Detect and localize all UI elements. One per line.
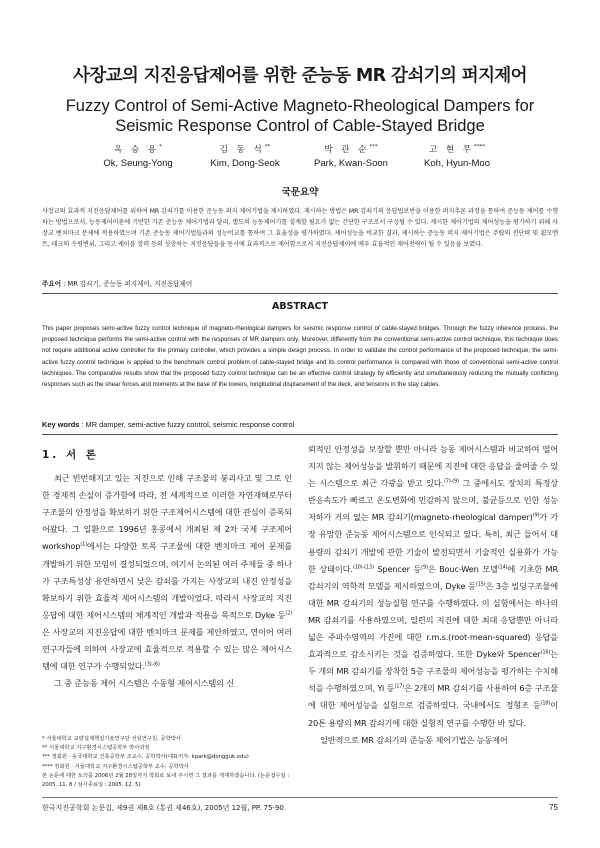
citation: (7)-(9)	[444, 478, 459, 485]
abstract-english: This paper proposes semi-active fuzzy control technique of magneto-rheological dampers for seismic response control of cable-stayed bridges. Through the fuzzy inference process, the proposed technique performs the semi-active control with the responses of MR dampers only. Moreover, differently from the conventional semi-active control technique, this technique does not require additional active controller for the primary controller, which provides a simple design process. In order to validate the control performance of the proposed technique, the semi-active fuzzy control technique is applied to the benchmark control problem of cable-stayed bridge and its control performance is compared with those of conventional semi-active control techniques. The comparative results show that the proposed fuzzy control technique can be an effective control strategy by efficiently and simultaneously reducing the mutually conflicting responses such as the shear forces and moments at the base of the towers, longitudinal displacement of the deck, and tensions in the stay cables.	[42, 325, 558, 389]
body-paragraph: 일반적으로 MR 감쇠기의 준능동 제어기법은 능동제어	[320, 734, 508, 745]
footnote: 본 논문에 대한 토의를 2006년 2월 28일까지 학회로 보내 주시면 그 결과를 게재하겠습니다. (논문접수일 : 2005. 11. 8 / 심사종료일 : 2005. 12. 5)	[42, 772, 290, 789]
keywords-english-text: : MR damper, semi-active fuzzy control, seismic response control	[81, 420, 295, 429]
title-english-line-1: Fuzzy Control of Semi-Active Magneto-Rheological Dampers for	[65, 97, 535, 115]
abstract-korean: 사장교의 효과적 지진응답제어를 위하여 MR 감쇠기를 이용한 준능동 퍼지 제어기법을 제시하였다. 제시하는 방법은 MR 감쇠기의 응답법보반을 이용한 퍼지추론 과정을 통하여 준능동 제어를 수행하는 방법으로서, 능동제어이론에 기반한 기존 준능동 제어기법과 달리, 별도의 능동제어기를 설계할 필요가 없는 간단한 구조로서 구성될 수 있다. 제시한 제어기법의 제어성능을 평가하기 위해 사장교 벤치마크 문제에 적용하였으며 기존 준능동 제어기법들과의 성능비교를 통하여 그 효율성을 평가하였다. 제어성능을 비교한 결과, 제시하는 준능동 퍼지 제어기법은 주탑의 전단력 및 휨모멘트, 데크의 수평변위, 그리고 케이블 장력 등의 상충하는 지진응답들을 동시에 효과적으로 제어함으로서 지진응답제어에 매우 효율적인 제어전략이 될 수 있음을 보였다.	[42, 208, 558, 248]
keywords-korean	[42, 278, 558, 288]
author-mark: **	[264, 144, 271, 151]
divider	[42, 434, 558, 435]
keywords-korean-text: : MR 감쇠기, 준능동 퍼지제어, 지진응답제어	[63, 280, 193, 288]
author-name-ko: 옥 승 용	[114, 145, 160, 155]
body-paragraph: 최근 빈번해지고 있는 지진으로 인해 구조물의 붕괴사고 및 그로 인한 경제적 손실이 증가함에 따라, 전 세계적으로 이러한 자연재해로부터 구조물의 안정성을 확보하기 위한 구조제어시스템에 대한 관심이 증폭되어왔다. 그 일환으로 1996년 홍콩에서 개최된 제 2차 국제 구조제어 workshop$^{(1)}$에서는 다양한 토목 구조물에 대한 벤치마크 제어 문제를 개발하기 위한 모임이 결성되었으며, 여기서 논의된 여러 주제들 중 하나가 구조특성상 유연하면서 낮은 감쇠를 가지는 사장교의 내진 안정성을 확보하기 위한 효율적 제어시스템의 개발이었다. 따라서 사장교의 지진응답에 대한 제어시스템의 체계적인 개발과 적용을 목적으로 Dyke 등$^{(2)}$은 사장교의 지진응답에 대한 벤치마크 문제를 제안하였고, 연이어 여러 연구자들에 의하여 사장교에 효율적으로 적용할 수 있는 많은 제어시스템에 대한 연구가 수행되었다.$^{(3)-(6)}$	[42, 473, 292, 672]
author-name-en: Kim, Dong-Seok	[210, 158, 280, 169]
footnote: ** 서울대학교 지구환경시스템공학부 박사과정	[42, 745, 150, 752]
author-name-ko: 박 관 순	[324, 145, 370, 155]
author-3	[296, 143, 406, 169]
footnote: **** 정회원 · 서울대학교 지구환경시스템공학부 교수, 공학박사	[42, 763, 189, 770]
divider	[42, 293, 558, 294]
journal-citation: 한국지진공학회 논문집, 제9권 제6호 (통권 제46호), 2005년 12월, PP. 75-90.	[42, 804, 287, 812]
title-english-line-2: Seismic Response Control of Cable-Stayed Bridge	[115, 117, 485, 135]
author-mark: *	[159, 144, 162, 151]
citation: (18)	[540, 700, 551, 707]
citation: (14)	[497, 563, 508, 570]
author-name-ko: 김 동 석	[219, 145, 265, 155]
abstract-english-heading: ABSTRACT	[271, 301, 329, 312]
body-paragraph: 뢰적인 안정성을 보장할 뿐만 아니라 능동 제어시스템과 비교하여 떨어지지 않는 제어성능을 발휘하기 때문에 지진에 대한 응답을 줄여줄 수 있는 시스템으로 최근 각광을 받고 있다.$^{(7)-(9)}$ 그 중에서도 장치의 특정상 반응속도가 빠르고 온도변화에 민감하지 않으며, 불균등으로 인한 성능저하가 거의 없는 MR 감쇠기(magneto-rheological damper)$^{(9)}$가 가장 유망한 준능동 제어시스템으로 인식되고 있다. 특히, 최근 들어서 대용량의 감쇠기 개발에 관한 기술이 발전되면서 기술적인 실용화가 가능한 상태이다.$^{(10)-(13)}$ Spencer 등$^{(9)}$은 Bouc-Wen 모델$^{(14)}$에 기초한 MR 감쇠기의 역학적 모델을 제시하였으며, Dyke 등$^{(15)}$은 3층 빌딩구조물에 대한 MR 감쇠기의 성능실험 연구를 수행하였다. 이 실험에서는 하나의 MR 감쇠기를 사용하였으며, 일련의 지진에 대한 최대 응답뿐만 아니라 넓은 주파수영역의 가진에 대한 r.m.s.(root-mean-squared) 응답을 효과적으로 감소시키는 것을 검증하였다. 또한 Dyke와 Spencer$^{(16)}$는 두 개의 MR 감쇠기를 장착한 5층 구조물의 제어성능을 평가하는 수치해석을 수행하였으며, Yi 등$^{(17)}$은 2개의 MR 감쇠기를 사용하여 6층 구조물에 대한 제어성능을 실험으로 검증하였다. 국내에서도 정형조 등$^{(18)}$이 20톤 용량의 MR 감쇠기에 대한 실험적 연구를 수행한 바 있다.	[308, 444, 559, 728]
footer-divider	[42, 797, 558, 798]
author-4	[402, 143, 512, 169]
citation: (9)	[532, 512, 540, 519]
footnote: * 서울대학교 교량설계핵심기술연구단 선임연구원, 공학박사	[42, 736, 181, 742]
citation: (10)-(13)	[352, 563, 374, 570]
page-number: 75	[549, 803, 558, 812]
citation: (15)	[475, 581, 486, 588]
footnotes	[42, 735, 292, 790]
title-korean: 사장교의 지진응답제어를 위한 준능동 MR 감쇠기의 퍼지제어	[73, 66, 527, 86]
section-heading-introduction: 1. 서 론	[42, 449, 99, 461]
keywords-korean-label: 주요어	[42, 280, 62, 288]
author-list	[0, 143, 600, 173]
citation: (1)	[80, 541, 87, 548]
citation: (2)	[285, 610, 292, 617]
author-mark: ***	[369, 144, 378, 151]
citation: (16)	[540, 649, 551, 656]
body-column-left	[42, 447, 292, 692]
page-footer	[42, 803, 558, 813]
author-name-ko: 고 현 무	[428, 145, 475, 155]
author-name-en: Koh, Hyun-Moo	[423, 158, 490, 169]
keywords-english	[42, 420, 558, 429]
citation: (9)	[421, 563, 428, 570]
author-1	[83, 143, 193, 169]
keywords-english-label: Key words	[42, 420, 80, 429]
author-name-en: Park, Kwan-Soon	[314, 158, 388, 169]
author-mark: ****	[474, 144, 486, 151]
citation: (3)-(6)	[144, 661, 160, 668]
body-column-right	[308, 441, 558, 749]
author-2	[190, 143, 300, 169]
abstract-korean-heading: 국문요약	[281, 187, 319, 198]
citation: (17)	[394, 683, 405, 690]
footnote: *** 정회원 · 동국대학교 건축공학부 조교수, 공학박사(대표저자: kpark@dongguk.edu)	[42, 754, 249, 761]
title-english	[0, 96, 600, 136]
body-paragraph: 그 중 준능동 제어 시스템은 수동형 제어시스템의 신	[54, 678, 235, 689]
author-name-en: Ok, Seung-Yong	[103, 158, 173, 169]
